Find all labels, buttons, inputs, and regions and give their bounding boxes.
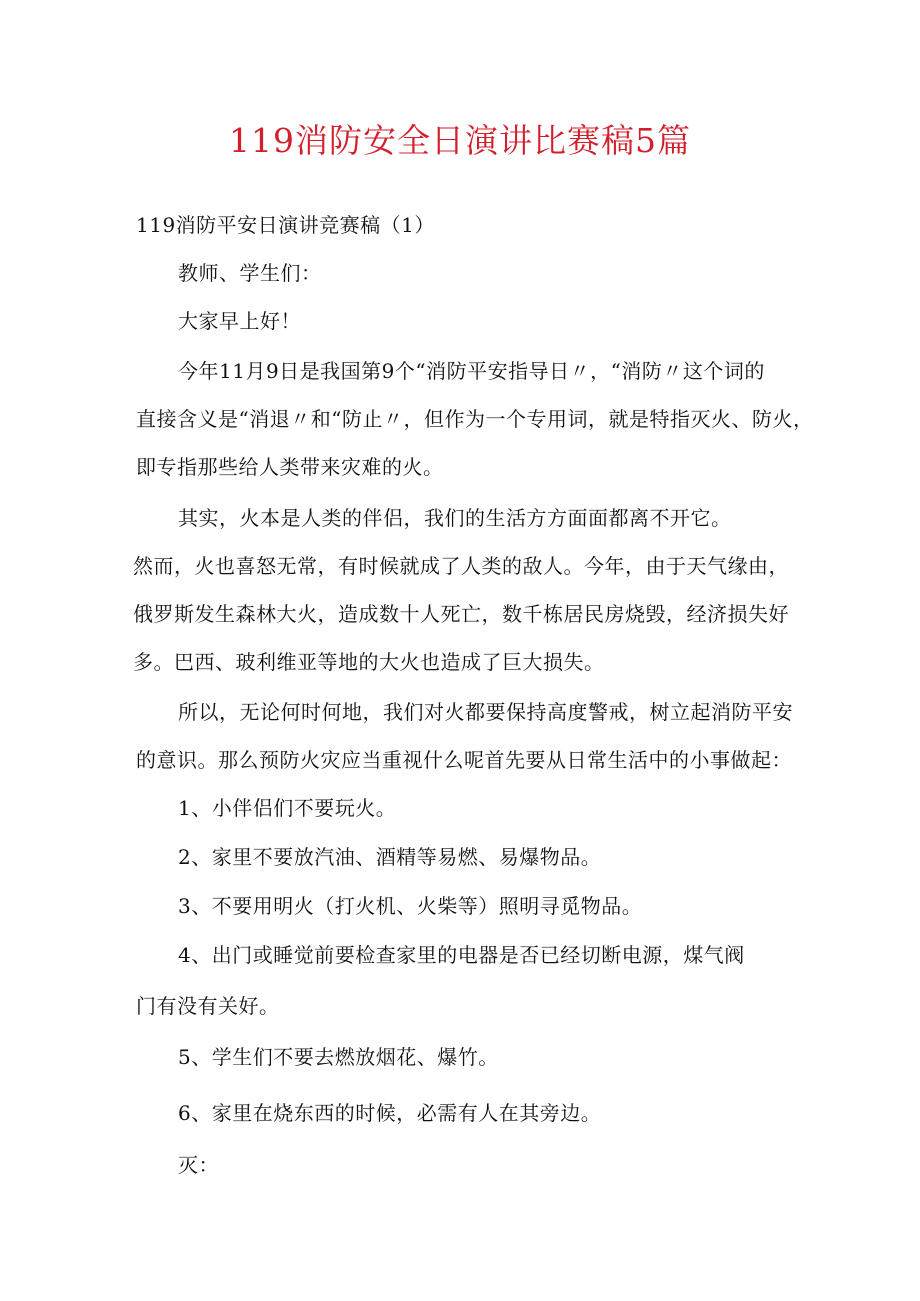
paragraph-line: 直接含义是“消退〃和“防止〃，但作为一个专用词，就是特指灭火、防火， (136, 407, 814, 431)
list-item: 6、家里在烧东西的时候，必需有人在其旁边。 (178, 1101, 602, 1125)
paragraph-line: 即专指那些给人类带来灾难的火。 (136, 455, 444, 479)
section-heading: 119消防平安日演讲竞赛稿（1） (136, 213, 435, 237)
list-item: 1、小伴侣们不要玩火。 (178, 796, 397, 820)
document-title: 119消防安全日演讲比赛稿5篇 (229, 121, 691, 160)
list-item: 2、家里不要放汽油、酒精等易燃、易爆物品。 (178, 845, 602, 869)
paragraph-line: 多。巴西、玻利维亚等地的大火也造成了巨大损失。 (133, 650, 605, 674)
paragraph-line: 其实，火本是人类的伴侣，我们的生活方方面面都离不开它。 (178, 506, 732, 530)
greeting: 大家早上好！ (178, 309, 301, 333)
list-item: 5、学生们不要去燃放烟花、爆竹。 (178, 1045, 499, 1069)
list-item: 4、出门或睡觉前要检查家里的电器是否已经切断电源，煤气阀 (178, 943, 745, 967)
list-item: 3、不要用明火（打火机、火柴等）照明寻觅物品。 (178, 894, 643, 918)
paragraph-line: 今年11月9日是我国第9个“消防平安指导日〃，“消防〃这个词的 (178, 359, 765, 383)
paragraph-line: 灭： (178, 1153, 219, 1177)
salutation: 教师、学生们： (178, 261, 322, 285)
paragraph-line: 然而，火也喜怒无常，有时候就成了人类的敌人。今年，由于天气缘由， (133, 554, 789, 578)
paragraph-line: 所以，无论何时何地，我们对火都要保持高度警戒，树立起消防平安 (178, 700, 793, 724)
paragraph-line: 俄罗斯发生森林大火，造成数十人死亡，数千栋居民房烧毁，经济损失好 (133, 602, 789, 626)
list-item-continuation: 门有没有关好。 (136, 994, 280, 1018)
paragraph-line: 的意识。那么预防火灾应当重视什么呢首先要从日常生活中的小事做起： (136, 748, 792, 772)
